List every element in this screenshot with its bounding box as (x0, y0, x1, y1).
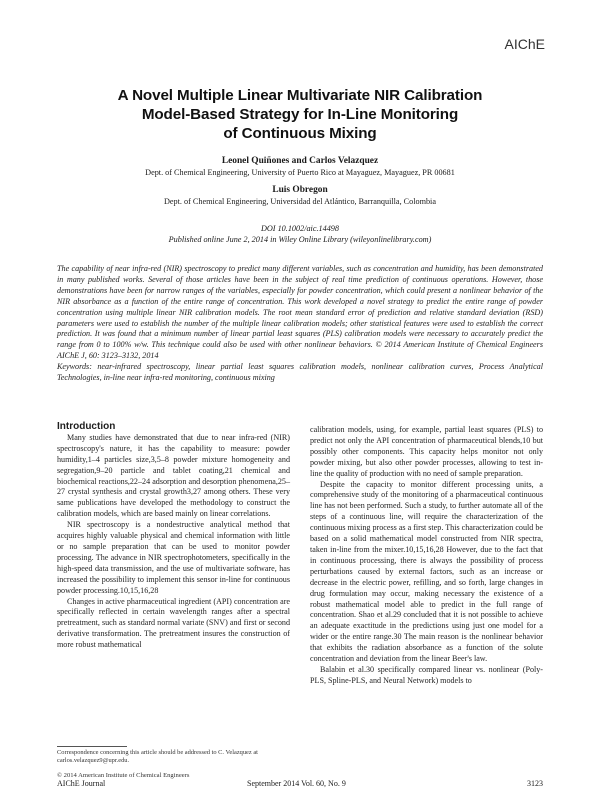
footnote-divider (57, 746, 127, 747)
paragraph: Despite the capacity to monitor different processing units, a comprehensive study of the monitoring of a pharmaceutical continuous line has not been performed. Such a study, to further automate all of the steps of a continuous line, will require the characterization of the continuous mixing process as a first step. This characterization could be based on a solid mathematical model constructed from NIR spectra, taken in-line from the mixer.10,15,16,28 However, due to the fact that in continuous processing, there is always the possibility of process perturbations caused by external factors, such as an increase or decrease in the electric power, refilling, and so forth, large changes in drug formulation may occur, making necessary the existence of a robust mathematical model able to predict in the full range of concentration. Shao et al.29 concluded that it is not possible to achieve an adequate exactitude in the predictions using just one model for a wider or the entire range.30 The main reason is the nonlinear behavior that exhibits the radiation absorbance as a function of the solute concentration and deviation from the linear Beer's law. (310, 479, 543, 664)
section-heading-introduction: Introduction (57, 421, 116, 432)
doi[interactable]: DOI 10.1002/aic.14498 (260, 224, 339, 233)
correspondence-footnote: Correspondence concerning this article should be addressed to C. Velazquez at carlos.velazquez9@upr.edu. (57, 749, 258, 764)
authors-1: Leonel Quiñones and Carlos Velazquez (221, 156, 379, 166)
title-line: of Continuous Mixing (223, 125, 377, 142)
affiliation-2: Dept. of Chemical Engineering, Universidad del Atlántico, Barranquilla, Colombia (164, 197, 436, 206)
page-number: 3123 (527, 779, 543, 788)
author-block-2 (60, 185, 540, 206)
keywords: Keywords: near-infrared spectroscopy, linear partial least squares calibration models, nonlinear calibration curves, Process Analytical Technologies, in-line near infra-red monitoring, continuous mixing (57, 362, 543, 383)
affiliation-1: Dept. of Chemical Engineering, University of Puerto Rico at Mayaguez, Mayaguez, PR 00681 (145, 168, 455, 177)
paragraph: NIR spectroscopy is a nondestructive analytical method that acquires highly valuable physical and chemical information with little or no sample preparation that can be used to monitor powder processing. The advance in NIR spectrophotometers, specifically in the high-speed data transmission, and the use of multivariate software, has increased the possibility to implement this sensor in-line for continuous powder processing.10,15,16,28 (57, 520, 290, 595)
footer-issue-info: September 2014 Vol. 60, No. 9 (247, 779, 346, 788)
paragraph: Changes in active pharmaceutical ingredient (API) concentration are specifically reflected in certain wavelength ranges after a spectral pretreatment, such as standard normal variate (SNV) and first or second derivative transformation. The pretreatment insures the construction of more robust mathematical (57, 596, 290, 650)
published-online: Published online June 2, 2014 in Wiley Online Library (wileyonlinelibrary.com) (168, 235, 432, 244)
paragraph: Balabin et al.30 specifically compared linear vs. nonlinear (Poly-PLS, Spline-PLS, and Neural Network) models to (310, 664, 543, 685)
paper-title (70, 86, 530, 143)
copyright-notice: © 2014 American Institute of Chemical Engineers (57, 772, 190, 779)
authors-2: Luis Obregon (272, 185, 328, 195)
abstract (57, 264, 543, 384)
right-column (310, 425, 543, 687)
author-block-1 (60, 156, 540, 177)
abstract-text: The capability of near infra-red (NIR) spectroscopy to predict many different variables, such as concentration and humidity, has been demonstrated in many published works. Several of those articles have been in the subject of real time prediction of continuous operations. However, those demonstrations have been for narrow ranges of the variables, especially for powder concentration, which could present a nonlinear behavior of the NIR absorbance as a function of the entire range of concentration. This work developed a novel strategy to predict the entire range of powder concentration using multiple linear NIR calibration models. The root mean standard error of prediction and relative standard deviation (RSD) parameters were used to establish the number of the multiple linear calibration models; other statistical features were used to establish the correct prediction. It was found that a minimum number of linear partial least squares (PLS) calibration models were necessary to accurately predict the range from 0 to 100% w/w. This technique could also be used with other nonlinear behaviors. © 2014 American Institute of Chemical Engineers AIChE J, 60: 3123–3132, 2014 (57, 264, 543, 361)
left-column (57, 422, 290, 651)
journal-tag: AIChE (504, 36, 545, 52)
title-line: Model-Based Strategy for In-Line Monitoring (141, 106, 459, 123)
title-line: A Novel Multiple Linear Multivariate NIR Calibration (117, 87, 483, 104)
paragraph: calibration models, using, for example, partial least squares (PLS) to predict not only the API concentration of pharmaceutical blends,10 but possibly other components. This capacity helps monitor not only powder mixing, but also other powder processes, allowing to test in-line the quality of production with no need of sample preparation. (310, 425, 543, 478)
paragraph: Many studies have demonstrated that due to near infra-red (NIR) spectroscopy's nature, it has the capability to measure: powder humidity,1–4 particles size,3,5–8 powder mixture homogeneity and segregation,9–20 particle and tablet coating,21 chemical and biochemical reactions,22–24 adsorption and desorption phenomena,25–27 crystal synthesis and crystal growth3,27 among others. These very same publications have developed the methodology to construct the calibration models, which are based mainly on linear correlations. (57, 432, 290, 519)
publication-info (60, 223, 540, 245)
footer-journal-name: AIChE Journal (57, 779, 106, 788)
